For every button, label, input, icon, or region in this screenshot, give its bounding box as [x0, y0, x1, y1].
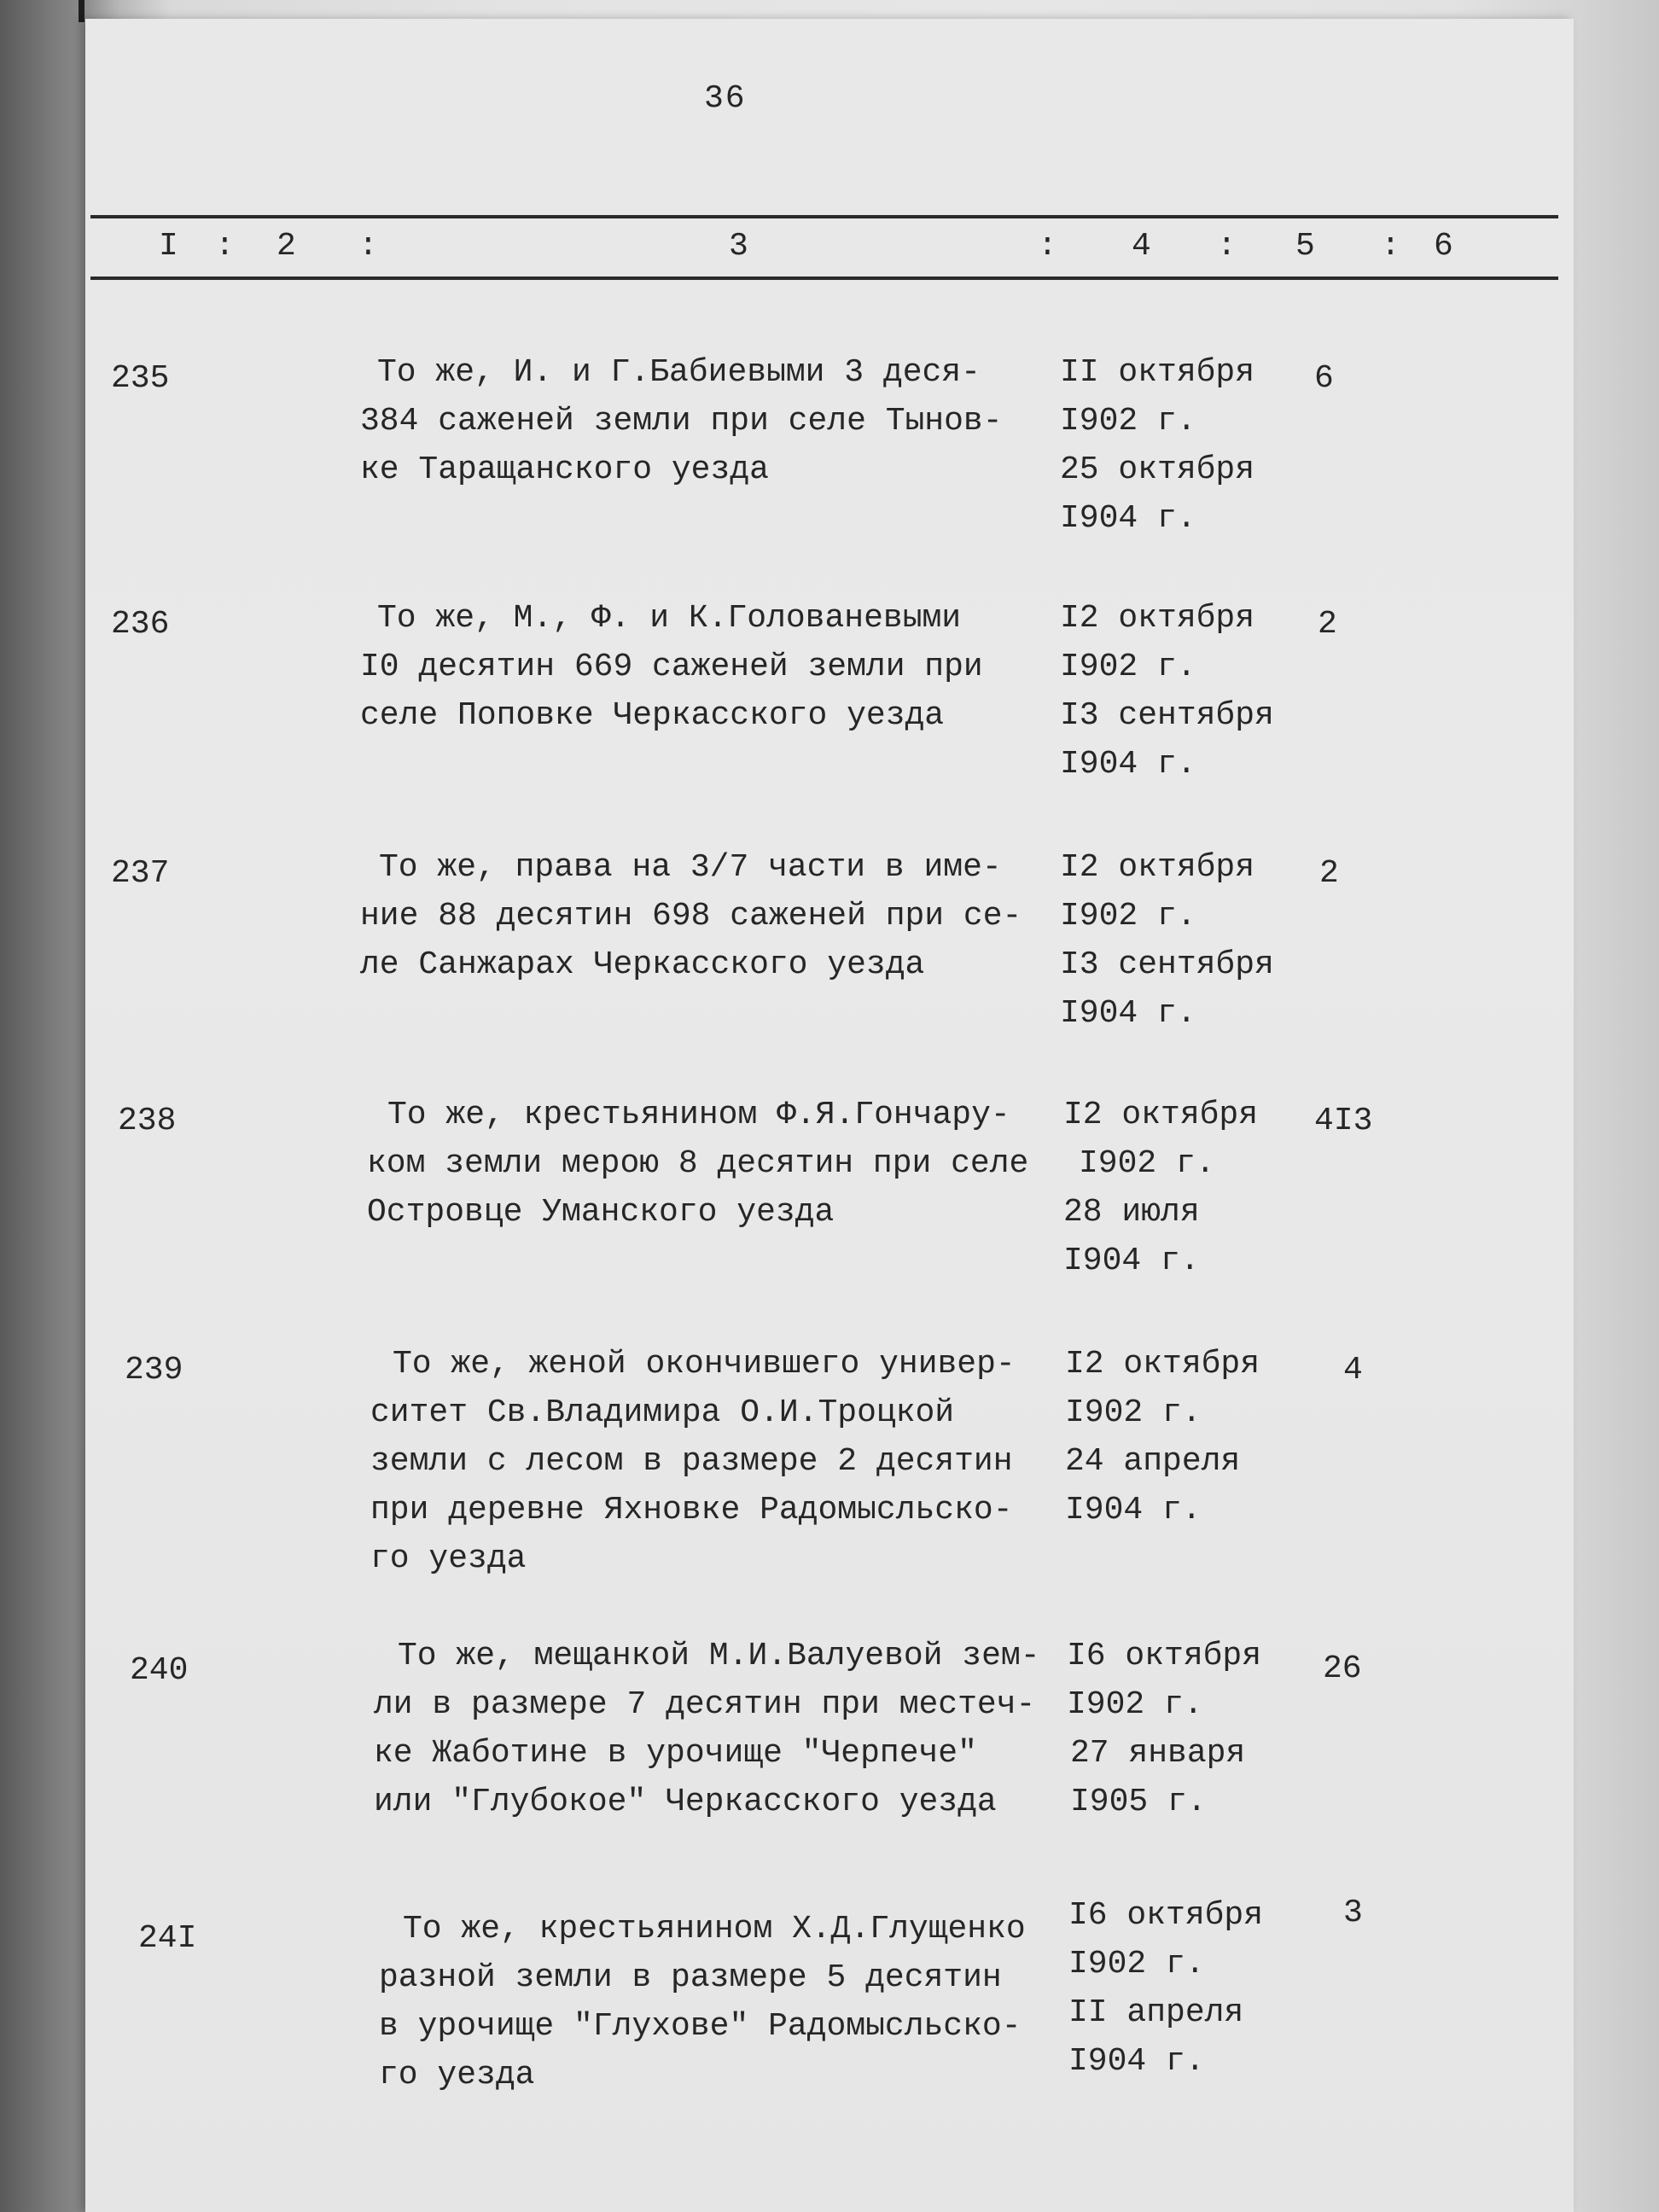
- date-line: I904 г.: [1060, 995, 1196, 1032]
- description-line: 384 саженей земли при селе Тынов-: [360, 403, 1003, 439]
- header-separator: :: [1038, 228, 1057, 265]
- description-line: То же, права на 3/7 части в име-: [379, 849, 1002, 886]
- binding-mark: [79, 0, 84, 22]
- header-column-4: 4: [1132, 228, 1151, 265]
- entry-number: 238: [118, 1103, 177, 1139]
- date-line: I904 г.: [1060, 746, 1196, 783]
- date-line: I902 г.: [1065, 1394, 1202, 1431]
- date-line: 27 января: [1070, 1735, 1246, 1772]
- date-line: I902 г.: [1060, 649, 1196, 685]
- description-line: ке Таращанского уезда: [360, 451, 769, 488]
- description-line: го уезда: [370, 1540, 527, 1577]
- entry-number: 237: [111, 855, 170, 892]
- description-line: ке Жаботине в урочище "Черпече": [374, 1735, 977, 1772]
- entry-number: 239: [125, 1352, 183, 1388]
- entry-description: [370, 1340, 1079, 1583]
- entry-sheet-count: 6: [1314, 360, 1334, 397]
- date-line: I904 г.: [1063, 1243, 1200, 1279]
- description-line: То же, крестьянином Х.Д.Глущенко: [403, 1911, 1026, 1947]
- header-column-3: 3: [729, 228, 748, 265]
- date-line: I2 октября: [1060, 600, 1255, 637]
- header-separator: :: [1381, 228, 1400, 265]
- header-column-5: 5: [1295, 228, 1315, 265]
- date-line: I902 г.: [1060, 898, 1196, 934]
- date-line: I6 октября: [1068, 1897, 1264, 1934]
- header-rule-bottom: [90, 276, 1558, 280]
- description-line: или "Глубокое" Черкасского уезда: [374, 1784, 997, 1820]
- entry-number: 235: [111, 360, 170, 397]
- description-line: селе Поповке Черкасского уезда: [360, 697, 945, 734]
- archive-page: [85, 19, 1574, 2212]
- description-line: То же, И. и Г.Бабиевыми 3 деся-: [377, 354, 981, 391]
- description-line: разной земли в размере 5 десятин: [379, 1959, 1002, 1996]
- date-line: 25 октября: [1060, 451, 1255, 488]
- entry-description: [374, 1632, 1082, 1826]
- entry-dates: [1067, 1632, 1261, 1826]
- header-column-2: 2: [276, 228, 296, 265]
- date-line: I2 октября: [1065, 1346, 1260, 1382]
- entry-dates: [1060, 843, 1274, 1038]
- date-line: 28 июля: [1063, 1194, 1200, 1231]
- description-line: I0 десятин 669 саженей земли при: [360, 649, 983, 685]
- entry-dates: [1065, 1340, 1260, 1534]
- entry-description: [379, 1905, 1087, 2099]
- description-line: ли в размере 7 десятин при местеч-: [374, 1686, 1036, 1723]
- description-line: ком земли мерою 8 десятин при селе: [367, 1145, 1029, 1182]
- entry-description: [360, 843, 1068, 989]
- date-line: I3 сентября: [1060, 946, 1274, 983]
- description-line: То же, М., Ф. и К.Голованевыми: [377, 600, 962, 637]
- date-line: I902 г.: [1060, 403, 1196, 439]
- entry-number: 236: [111, 606, 170, 643]
- date-line: I6 октября: [1067, 1638, 1262, 1674]
- date-line: I904 г.: [1068, 2043, 1205, 2080]
- entry-sheet-count: 26: [1323, 1650, 1362, 1687]
- entry-dates: [1060, 594, 1274, 789]
- date-line: II апреля: [1068, 1994, 1244, 2031]
- header-separator: :: [1217, 228, 1237, 265]
- description-line: ситет Св.Владимира О.И.Троцкой: [370, 1394, 955, 1431]
- entry-sheet-count: 4: [1343, 1352, 1363, 1388]
- header-column-6: 6: [1434, 228, 1453, 265]
- page-number: 36: [704, 80, 747, 117]
- entry-number: 24I: [138, 1920, 197, 1957]
- entry-dates: [1060, 348, 1254, 543]
- date-line: II октября: [1060, 354, 1255, 391]
- entry-sheet-count: 2: [1319, 855, 1339, 892]
- entry-dates: [1063, 1091, 1258, 1285]
- entry-description: [367, 1091, 1075, 1237]
- entry-sheet-count: 2: [1318, 606, 1337, 643]
- date-line: I904 г.: [1060, 500, 1196, 537]
- date-line: I904 г.: [1065, 1492, 1202, 1528]
- entry-dates: [1068, 1891, 1263, 2086]
- description-line: ние 88 десятин 698 саженей при се-: [360, 898, 1022, 934]
- header-separator: :: [215, 228, 235, 265]
- description-line: в урочище "Глухове" Радомысльско-: [379, 2008, 1022, 2045]
- entry-sheet-count: 3: [1343, 1895, 1363, 1931]
- date-line: I905 г.: [1070, 1784, 1207, 1820]
- description-line: Островце Уманского уезда: [367, 1194, 835, 1231]
- description-line: ле Санжарах Черкасского уезда: [360, 946, 925, 983]
- description-line: го уезда: [379, 2057, 535, 2093]
- description-line: То же, женой окончившего универ-: [393, 1346, 1016, 1382]
- entry-description: [360, 594, 1068, 740]
- date-line: I2 октября: [1060, 849, 1255, 886]
- entry-description: [360, 348, 1068, 494]
- date-line: I902 г.: [1068, 1946, 1205, 1982]
- date-line: 24 апреля: [1065, 1443, 1241, 1480]
- entry-sheet-count: 4I3: [1314, 1103, 1373, 1139]
- header-rule-top: [90, 215, 1558, 218]
- header-column-1: I: [159, 228, 178, 265]
- description-line: То же, крестьянином Ф.Я.Гончару-: [387, 1097, 1010, 1133]
- description-line: земли с лесом в размере 2 десятин: [370, 1443, 1013, 1480]
- date-line: I2 октября: [1063, 1097, 1259, 1133]
- date-line: I902 г.: [1067, 1686, 1203, 1723]
- entry-number: 240: [130, 1652, 189, 1689]
- date-line: I902 г.: [1079, 1145, 1215, 1182]
- description-line: То же, мещанкой М.И.Валуевой зем-: [398, 1638, 1040, 1674]
- header-separator: :: [358, 228, 378, 265]
- date-line: I3 сентября: [1060, 697, 1274, 734]
- description-line: при деревне Яхновке Радомысльско-: [370, 1492, 1013, 1528]
